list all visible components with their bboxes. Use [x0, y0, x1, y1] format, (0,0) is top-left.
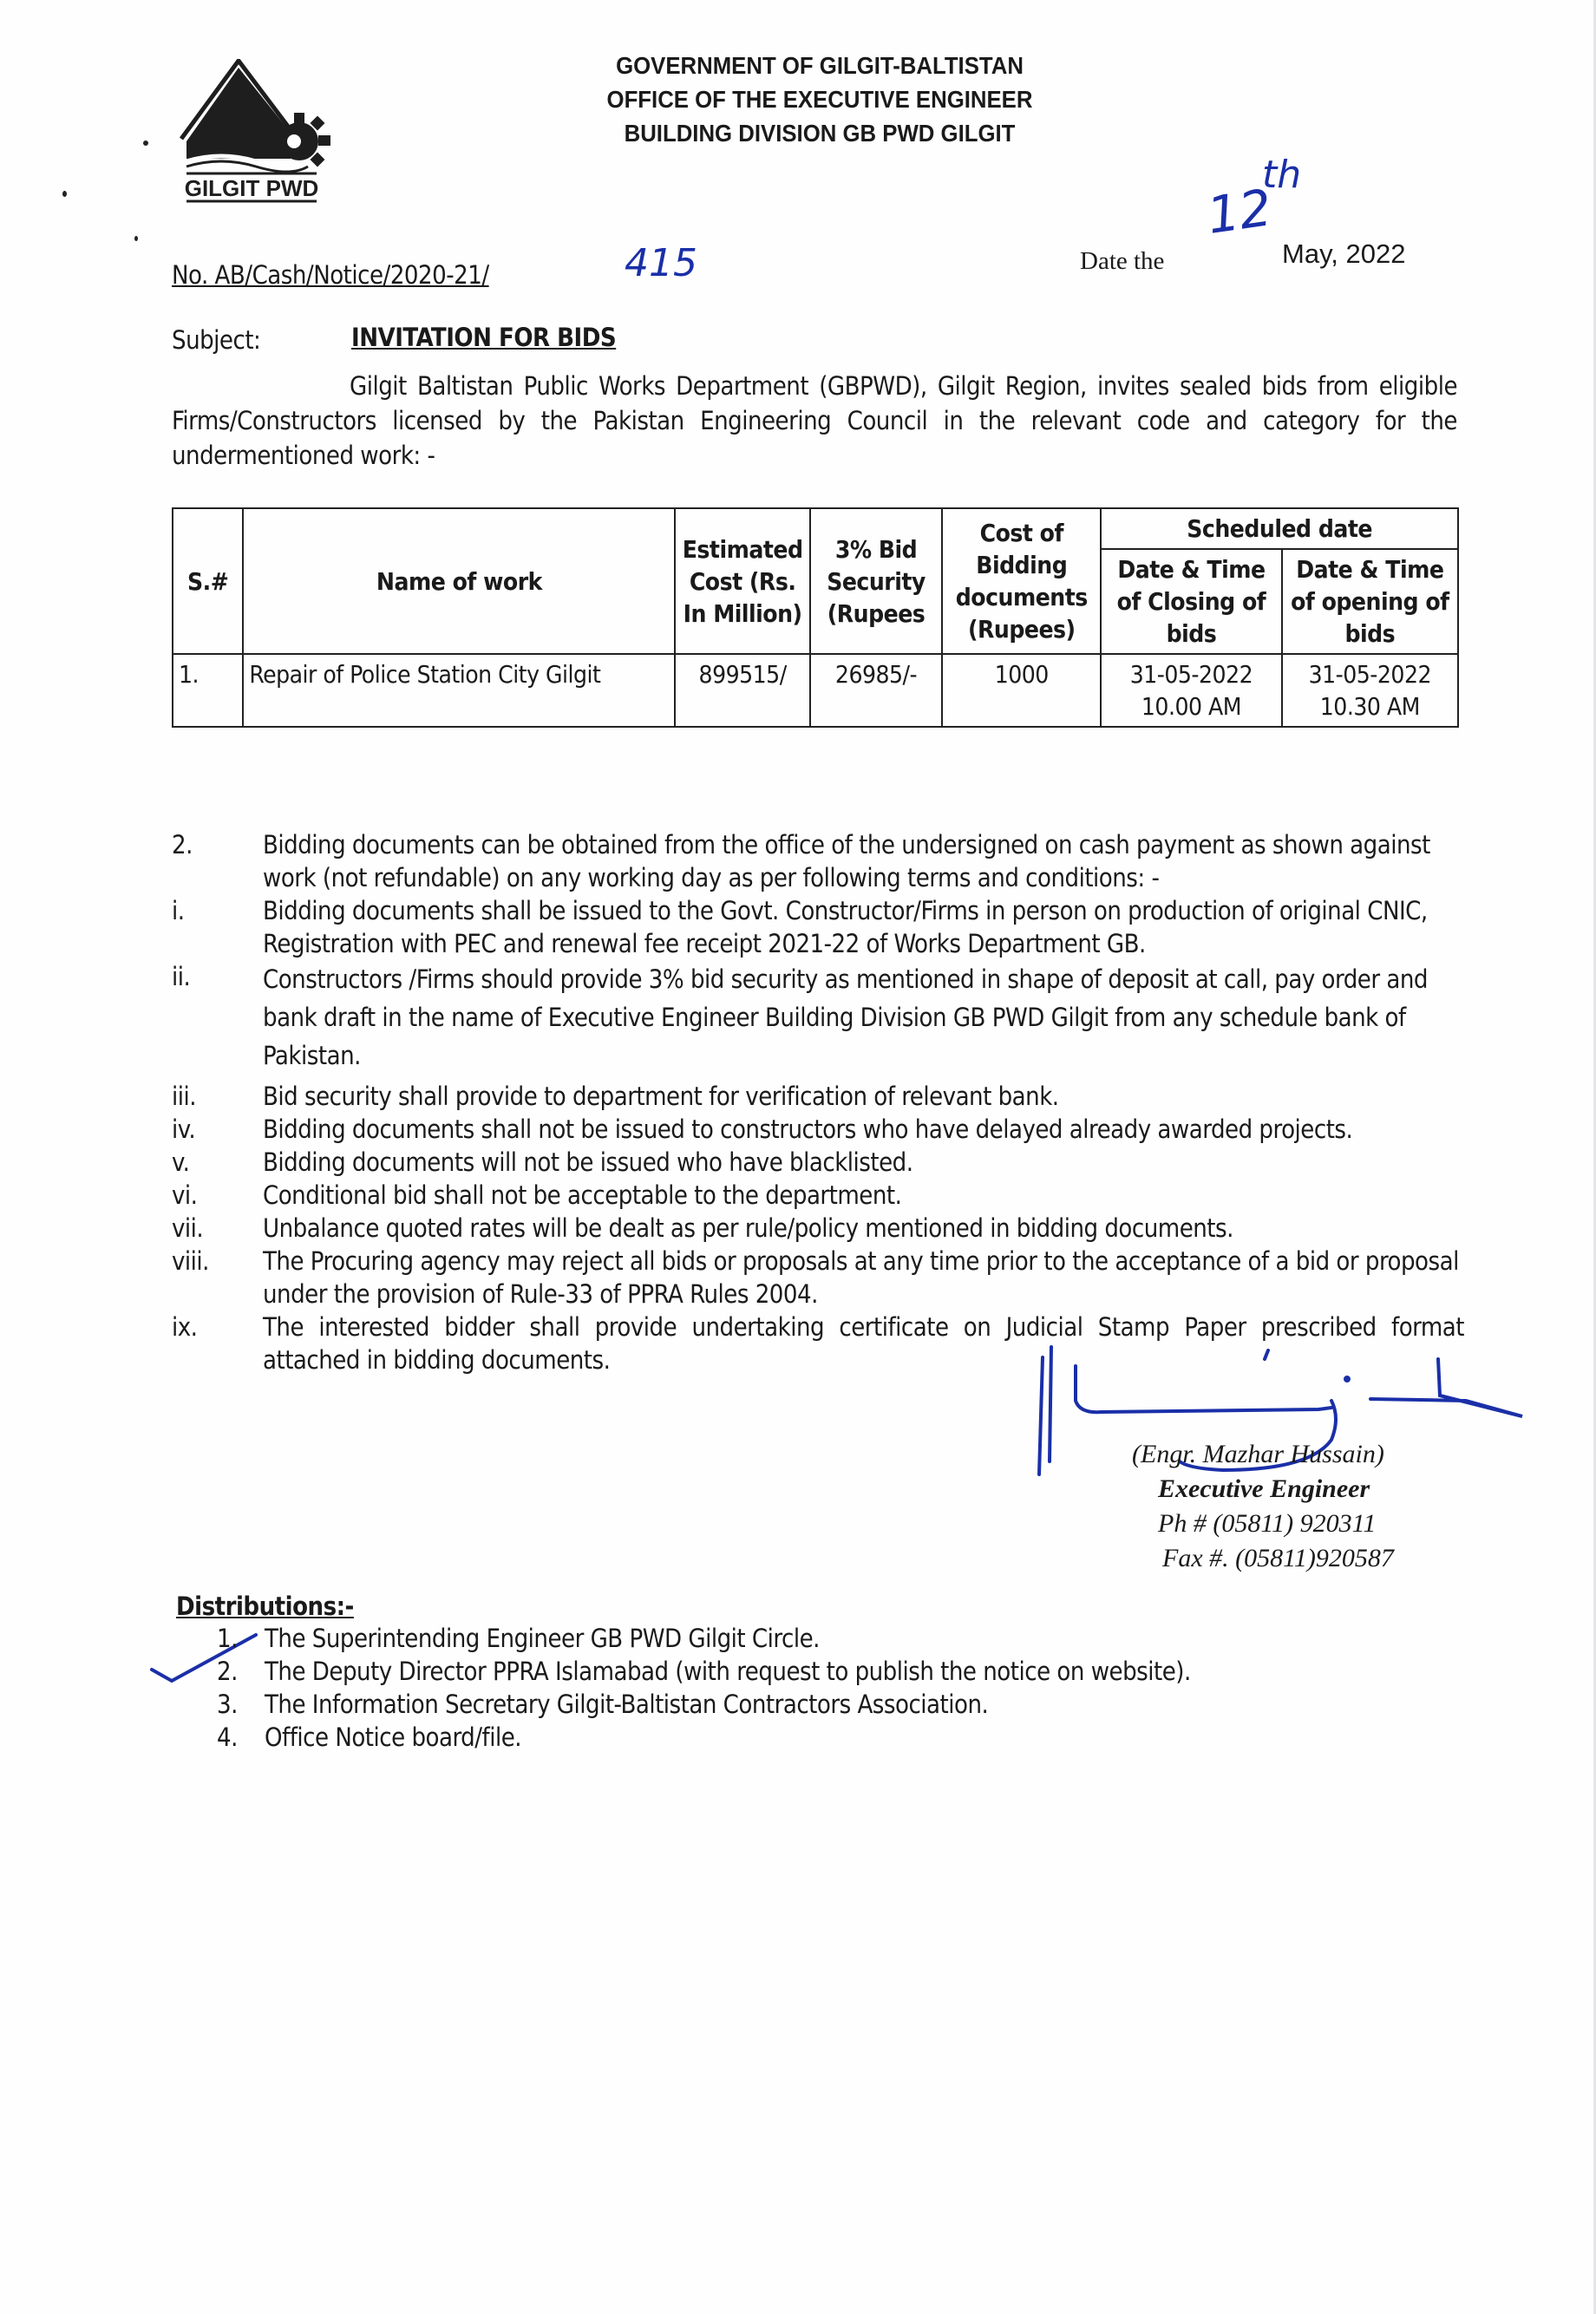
distribution-text: The Deputy Director PPRA Islamabad (with request to publish the notice on website).	[265, 1657, 1191, 1686]
distribution-item	[217, 1655, 1191, 1688]
cell-sno: 1.	[173, 654, 243, 727]
distribution-number: 1.	[217, 1624, 238, 1653]
condition-number: vi.	[172, 1180, 198, 1210]
condition-number: iv.	[172, 1115, 196, 1144]
subject-title: INVITATION FOR BIDS	[351, 323, 617, 352]
condition-item	[172, 1080, 1464, 1113]
condition-number: v.	[172, 1147, 190, 1177]
distribution-number: 4.	[217, 1722, 238, 1752]
condition-text: Bid security shall provide to department for verification of relevant bank.	[263, 1082, 1059, 1111]
condition-item	[172, 1179, 1464, 1212]
signatory-phone: Ph # (05811) 920311	[1158, 1509, 1377, 1538]
cell-opening-datetime	[1282, 654, 1458, 727]
signatory-title: Executive Engineer	[1158, 1474, 1370, 1503]
condition-item	[172, 828, 1464, 894]
date-month-year: May, 2022	[1282, 239, 1406, 269]
svg-text:GILGIT PWD: GILGIT PWD	[184, 175, 319, 201]
condition-number: vii.	[172, 1213, 204, 1243]
letterhead-line-2: OFFICE OF THE EXECUTIVE ENGINEER	[606, 86, 1033, 113]
condition-number: iii.	[172, 1082, 197, 1111]
letterhead	[513, 49, 1127, 150]
closing-time: 10.00 AM	[1141, 692, 1241, 721]
date-suffix-handwritten: th	[1262, 153, 1302, 197]
distribution-item	[217, 1622, 1191, 1655]
condition-number: i.	[172, 896, 185, 925]
header-name-of-work: Name of work	[243, 508, 675, 654]
distribution-text: The Information Secretary Gilgit-Baltistan Contractors Association.	[265, 1690, 989, 1719]
opening-time: 10.30 AM	[1319, 692, 1420, 721]
letterhead-line-1: GOVERNMENT OF GILGIT-BALTISTAN	[616, 52, 1024, 79]
condition-item	[172, 1245, 1464, 1311]
condition-number: ix.	[172, 1312, 198, 1342]
closing-date: 31-05-2022	[1129, 660, 1253, 689]
scan-dot	[62, 191, 67, 197]
distribution-number: 3.	[217, 1690, 238, 1719]
distribution-number: 2.	[217, 1657, 238, 1686]
terms-conditions-list	[172, 828, 1464, 1376]
header-scheduled-date: Scheduled date	[1101, 508, 1458, 549]
condition-text: Bidding documents can be obtained from the office of the undersigned on cash payment as shown against work (not refundable) on any working day as per following terms and conditions: -	[263, 830, 1430, 892]
condition-item	[172, 1146, 1464, 1179]
condition-text: Unbalance quoted rates will be dealt as per rule/policy mentioned in bidding documents.	[263, 1213, 1233, 1243]
condition-number: ii.	[172, 962, 191, 991]
cell-bid-security: 26985/-	[810, 654, 942, 727]
opening-date: 31-05-2022	[1308, 660, 1431, 689]
cell-name-of-work: Repair of Police Station City Gilgit	[243, 654, 675, 727]
cell-cost-bidding-documents: 1000	[942, 654, 1101, 727]
intro-paragraph	[172, 369, 1457, 473]
header-cost-bidding-documents: Cost of Bidding documents (Rupees)	[942, 508, 1101, 654]
date-label: Date the	[1080, 247, 1165, 275]
intro-paragraph-text: Gilgit Baltistan Public Works Department (GBPWD), Gilgit Region, invites sealed bids from eligible Firms/Constructors licensed by the Pakistan Engineering Council in the relevant code and category for the undermentioned work: -	[172, 371, 1457, 470]
condition-number: viii.	[172, 1246, 209, 1276]
cell-closing-datetime	[1101, 654, 1281, 727]
table-row	[173, 654, 1458, 727]
gilgit-pwd-logo-icon	[178, 59, 343, 206]
condition-item	[172, 1113, 1464, 1146]
header-estimated-cost: Estimated Cost (Rs. In Million)	[675, 508, 809, 654]
signatory-fax: Fax #. (05811)920587	[1162, 1544, 1394, 1572]
condition-item	[172, 960, 1464, 1075]
reference-prefix: No. AB/Cash/Notice/2020-21/	[172, 260, 489, 290]
condition-text: Bidding documents shall be issued to the Govt. Constructor/Firms in person on production of original CNIC, Registration with PEC and renewal fee receipt 2021-22 of Works Department GB.	[263, 896, 1428, 958]
distribution-text: Office Notice board/file.	[265, 1722, 522, 1752]
header-closing-date: Date & Time of Closing of bids	[1101, 549, 1281, 654]
distribution-text: The Superintending Engineer GB PWD Gilgit Circle.	[265, 1624, 820, 1653]
scan-dot	[143, 141, 148, 146]
distribution-title: Distributions:-	[176, 1592, 354, 1621]
distribution-item	[217, 1688, 1191, 1721]
reference-handwritten-number: 415	[625, 241, 697, 285]
subject-label: Subject:	[172, 325, 261, 355]
header-opening-date: Date & Time of opening of bids	[1282, 549, 1458, 654]
condition-item	[172, 894, 1464, 960]
header-bid-security: 3% Bid Security (Rupees	[810, 508, 942, 654]
header-sno: S.#	[173, 508, 243, 654]
table-header-row	[173, 508, 1458, 549]
condition-text: Bidding documents will not be issued who have blacklisted.	[263, 1147, 913, 1177]
condition-text: Bidding documents shall not be issued to constructors who have delayed already awarded projects.	[263, 1115, 1353, 1144]
condition-number: 2.	[172, 830, 193, 860]
cell-estimated-cost: 899515/	[675, 654, 809, 727]
condition-text: Conditional bid shall not be acceptable to the department.	[263, 1180, 902, 1210]
distribution-list	[217, 1622, 1191, 1754]
condition-text: The interested bidder shall provide undertaking certificate on Judicial Stamp Paper prescribed format attached in bidding documents.	[263, 1312, 1464, 1375]
bids-table	[172, 507, 1459, 728]
condition-text: Constructors /Firms should provide 3% bid security as mentioned in shape of deposit at call, pay order and bank draft in the name of Executive Engineer Building Division GB PWD Gilgit from any schedule bank of Pakistan.	[263, 964, 1428, 1070]
condition-item	[172, 1212, 1464, 1245]
signatory-name: (Engr. Mazhar Hussain)	[1132, 1440, 1384, 1468]
distribution-item	[217, 1721, 1191, 1754]
date-day-handwritten: 12	[1203, 178, 1276, 245]
letterhead-line-3: BUILDING DIVISION GB PWD GILGIT	[624, 120, 1016, 147]
condition-text: The Procuring agency may reject all bids or proposals at any time prior to the acceptance of a bid or proposal under the provision of Rule-33 of PPRA Rules 2004.	[263, 1246, 1459, 1309]
scan-dot	[134, 236, 138, 241]
reference-number	[172, 260, 489, 290]
